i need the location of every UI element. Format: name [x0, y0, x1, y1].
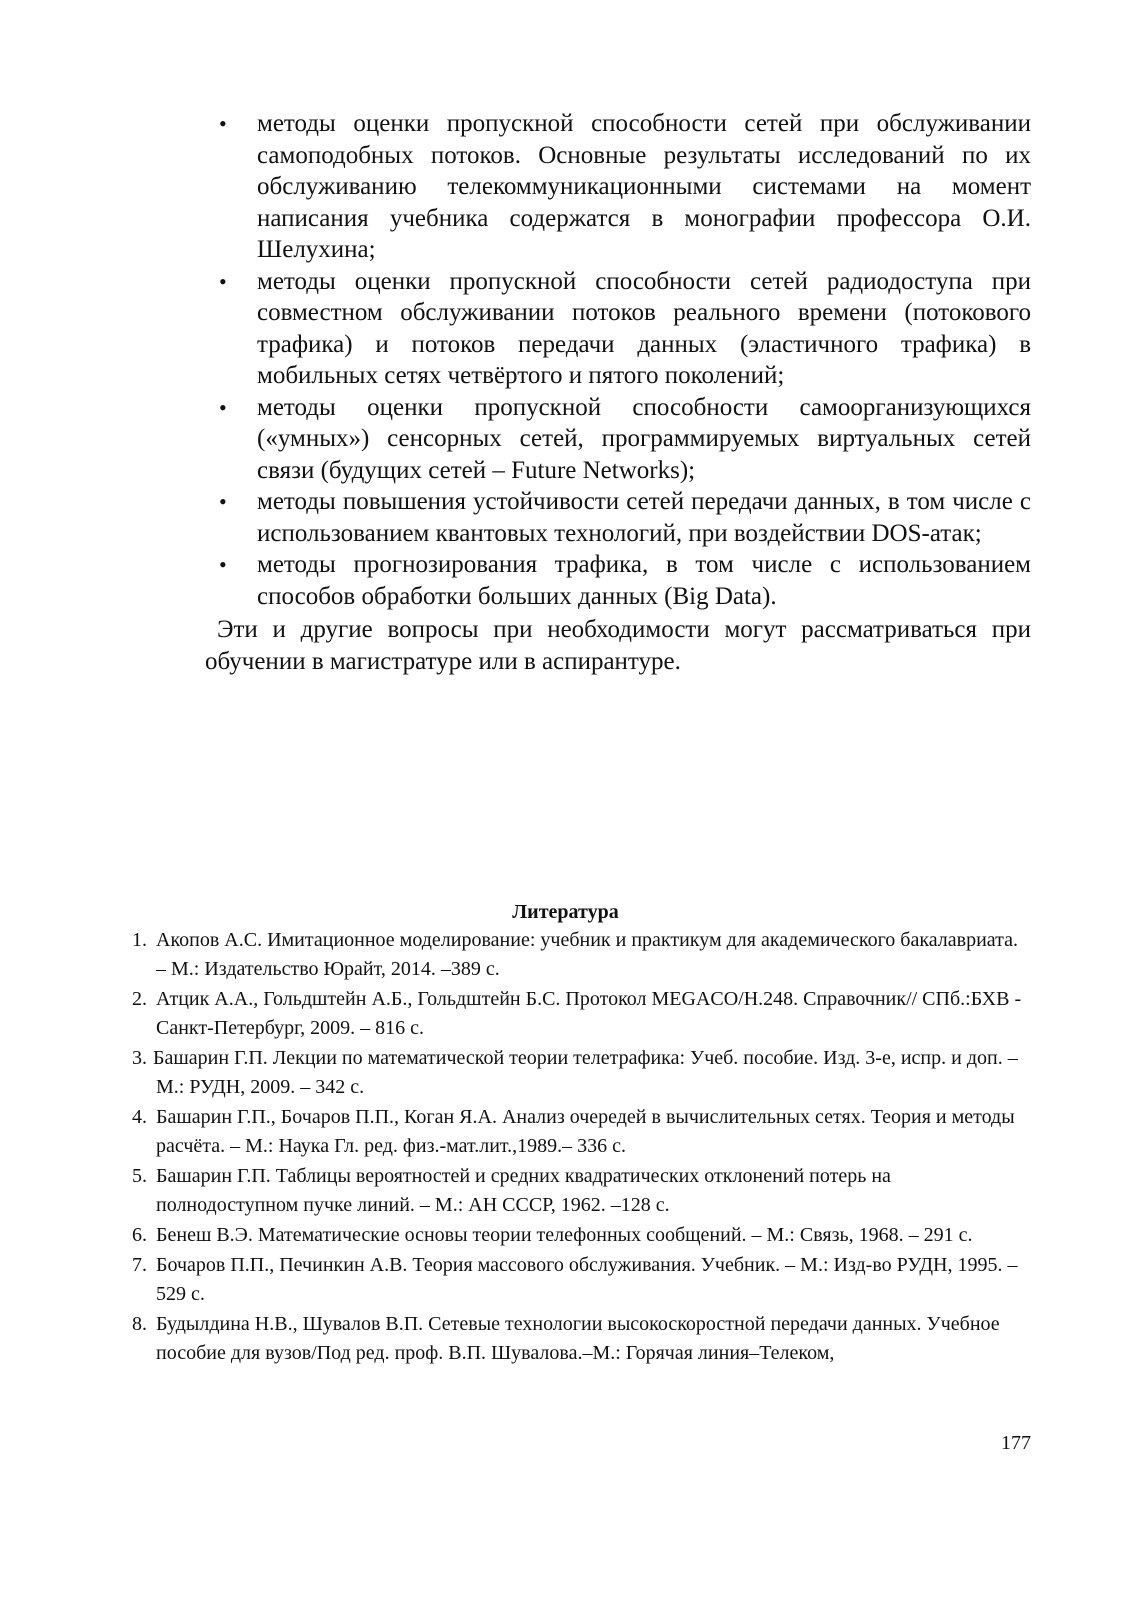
literature-heading: Литература	[512, 901, 619, 923]
bullet-icon: •	[219, 394, 227, 420]
reference-number: 8.	[132, 1313, 147, 1335]
reference-item	[132, 1103, 1032, 1161]
reference-item	[132, 985, 1032, 1043]
bullet-item	[205, 266, 1031, 392]
bullet-text: методы оценки пропускной способности сетей радиодоступа при совместном обслуживании потоков реального времени (потокового трафика) и потоков передачи данных (эластичного трафика) в мобильных сетях четвёртого и пятого поколений;	[257, 267, 1031, 389]
reference-item	[132, 1162, 1032, 1220]
reference-item	[132, 926, 1032, 984]
reference-text: Будылдина Н.В., Шувалов В.П. Сетевые технологии высокоскоростной передачи данных. Учебное пособие для вузов/Под ред. проф. В.П. Шувалова.–М.: Горячая линия–Телеком,	[156, 1313, 1000, 1364]
bullet-icon: •	[219, 489, 227, 514]
reference-number: 7.	[132, 1254, 147, 1276]
bullet-icon: •	[219, 111, 227, 136]
bullet-text: методы оценки пропускной способности самоорганизующихся («умных») сенсорных сетей, программируемых виртуальных сетей связи (будущих сетей – Future Networks);	[257, 393, 1031, 484]
reference-number: 2.	[132, 988, 147, 1010]
reference-text: Атцик А.А., Гольдштейн А.Б., Гольдштейн Б.С. Протокол MEGACO/H.248. Справочник// СПб.:БХВ - Санкт-Петербург, 2009. – 816 с.	[156, 988, 1022, 1039]
reference-text: Бенеш В.Э. Математические основы теории телефонных сообщений. – М.: Связь, 1968. – 291 с.	[156, 1224, 973, 1246]
reference-number: 1.	[132, 929, 147, 951]
reference-number: 4.	[132, 1106, 147, 1128]
reference-item	[132, 1044, 1032, 1102]
reference-item	[132, 1310, 1032, 1368]
reference-number: 5.	[132, 1165, 147, 1187]
bullet-item	[205, 392, 1031, 487]
bullet-icon: •	[219, 268, 227, 294]
page-number: 177	[1001, 1432, 1031, 1454]
bullet-icon: •	[219, 552, 227, 577]
bullet-item	[205, 108, 1031, 266]
reference-text: Башарин Г.П., Бочаров П.П., Коган Я.А. Анализ очередей в вычислительных сетях. Теория и методы расчёта. – М.: Наука Гл. ред. физ.-мат.лит.,1989.– 336 с.	[156, 1106, 1015, 1157]
bullet-item	[205, 549, 1031, 612]
reference-list	[132, 926, 1032, 1369]
bullet-item	[205, 486, 1031, 549]
reference-item	[132, 1251, 1032, 1309]
reference-item	[132, 1221, 1032, 1250]
reference-text: Бочаров П.П., Печинкин А.В. Теория массового обслуживания. Учебник. – М.: Изд-во РУДН, 1995. – 529 с.	[156, 1254, 1018, 1305]
bullet-text: методы прогнозирования трафика, в том числе с использованием способов обработки больших данных (Big Data).	[257, 551, 1031, 610]
bullet-text: методы оценки пропускной способности сетей при обслуживании самоподобных потоков. Основные результаты исследований по их обслуживанию телекоммуникационными системами на момент написания учебника содержатся в монографии профессора О.И. Шелухина;	[257, 110, 1031, 263]
main-text	[205, 108, 1031, 677]
reference-number: 3.	[132, 1047, 147, 1069]
reference-number: 6.	[132, 1224, 147, 1246]
closing-paragraph: Эти и другие вопросы при необходимости могут рассматриваться при обучении в магистратуре или в аспирантуре.	[205, 616, 1031, 675]
bullet-list	[205, 108, 1031, 612]
reference-text: Башарин Г.П. Лекции по математической теории телетрафика: Учеб. пособие. Изд. 3-е, испр. и доп. –М.: РУДН, 2009. – 342 с.	[153, 1047, 1018, 1098]
reference-text: Башарин Г.П. Таблицы вероятностей и средних квадратических отклонений потерь на полнодоступном пучке линий. – М.: АН СССР, 1962. –128 с.	[156, 1165, 891, 1216]
bullet-text: методы повышения устойчивости сетей передачи данных, в том числе с использованием квантовых технологий, при воздействии DOS-атак;	[257, 488, 1031, 547]
reference-text: Акопов А.С. Имитационное моделирование: учебник и практикум для академического бакалавриата. – М.: Издательство Юрайт, 2014. –389 с.	[156, 929, 1019, 980]
